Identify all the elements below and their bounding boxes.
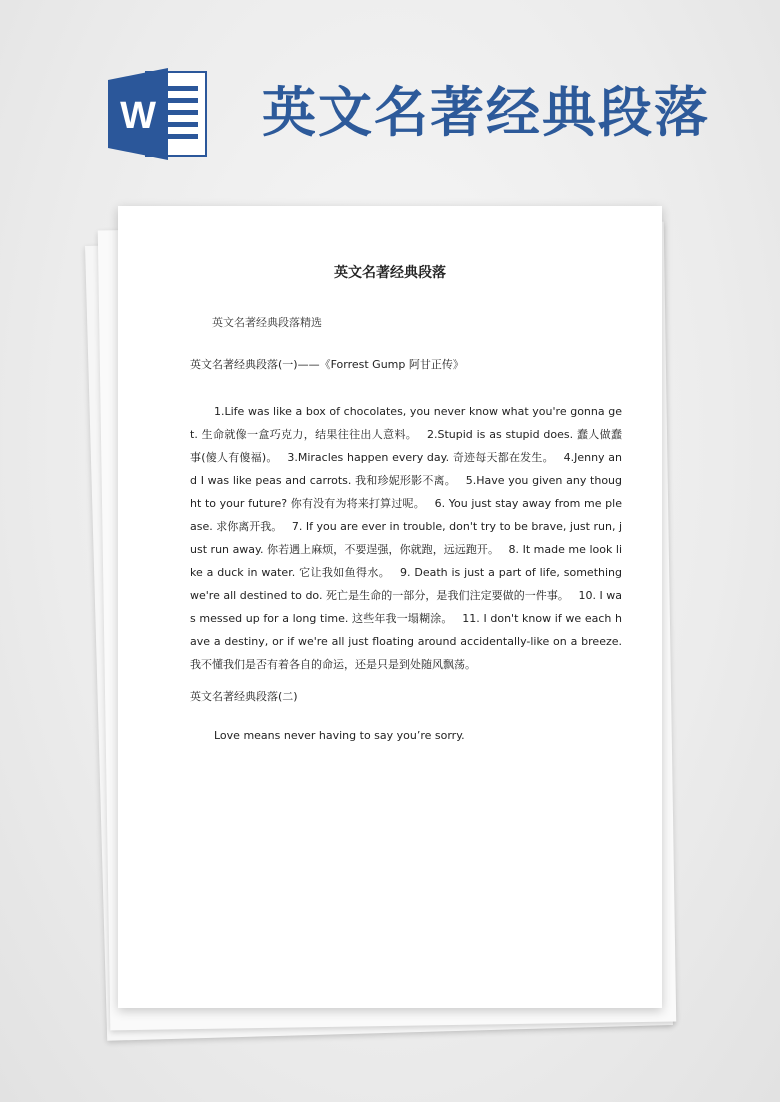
section-heading-1: 英文名著经典段落(一)——《Forrest Gump 阿甘正传》	[190, 358, 464, 371]
sentence: 11. I don't know if we each have a destiny, or if we're all just floating around accidentally-like on a breeze. 我不懂我们是否有着各自的命运，还是只是到处随风飘荡。	[190, 612, 622, 671]
sentence: 10. I was messed up for a long time. 这些年我一塌糊涂。	[190, 589, 623, 625]
sentence: 9. Death is just a part of life, something we're all destined to do. 死亡是生命的一部分，是我们注定要做的一件事。	[190, 566, 622, 602]
logo-letter: W	[120, 95, 156, 137]
section-1-paragraph	[190, 400, 622, 676]
sentence: 5.Have you given any thought to your future? 你有没有为将来打算过呢。	[190, 474, 623, 510]
banner-title: 英文名著经典段落	[262, 80, 710, 144]
section-heading-2: 英文名著经典段落(二)	[190, 690, 298, 703]
sentence: 3.Miracles happen every day. 奇迹每天都在发生。	[287, 451, 554, 464]
document-title: 英文名著经典段落	[334, 265, 446, 281]
sentence: 1.Life was like a box of chocolates, you never know what you're gonna get. 生命就像一盒巧克力，结果往往出人意料。	[190, 405, 622, 441]
sentence: 4.Jenny and I was like peas and carrots. 我和珍妮形影不离。	[190, 451, 622, 487]
sentence: 7. If you are ever in trouble, don't try to be brave, just run, just run away. 你若遇上麻烦，不要逞强，你就跑，远远跑开。	[190, 520, 623, 556]
section-2-text: Love means never having to say you’re sorry.	[214, 729, 465, 742]
word-document-icon	[108, 68, 208, 160]
sentence: 8. It made me look like a duck in water. 它让我如鱼得水。	[190, 543, 622, 579]
sentence: 2.Stupid is as stupid does. 蠢人做蠢事(傻人有傻福)。	[190, 428, 622, 464]
document-subtitle: 英文名著经典段落精选	[212, 316, 322, 329]
banner	[0, 0, 780, 200]
document-page	[118, 206, 662, 1008]
sentence: 6. You just stay away from me please. 求你离开我。	[190, 497, 622, 533]
